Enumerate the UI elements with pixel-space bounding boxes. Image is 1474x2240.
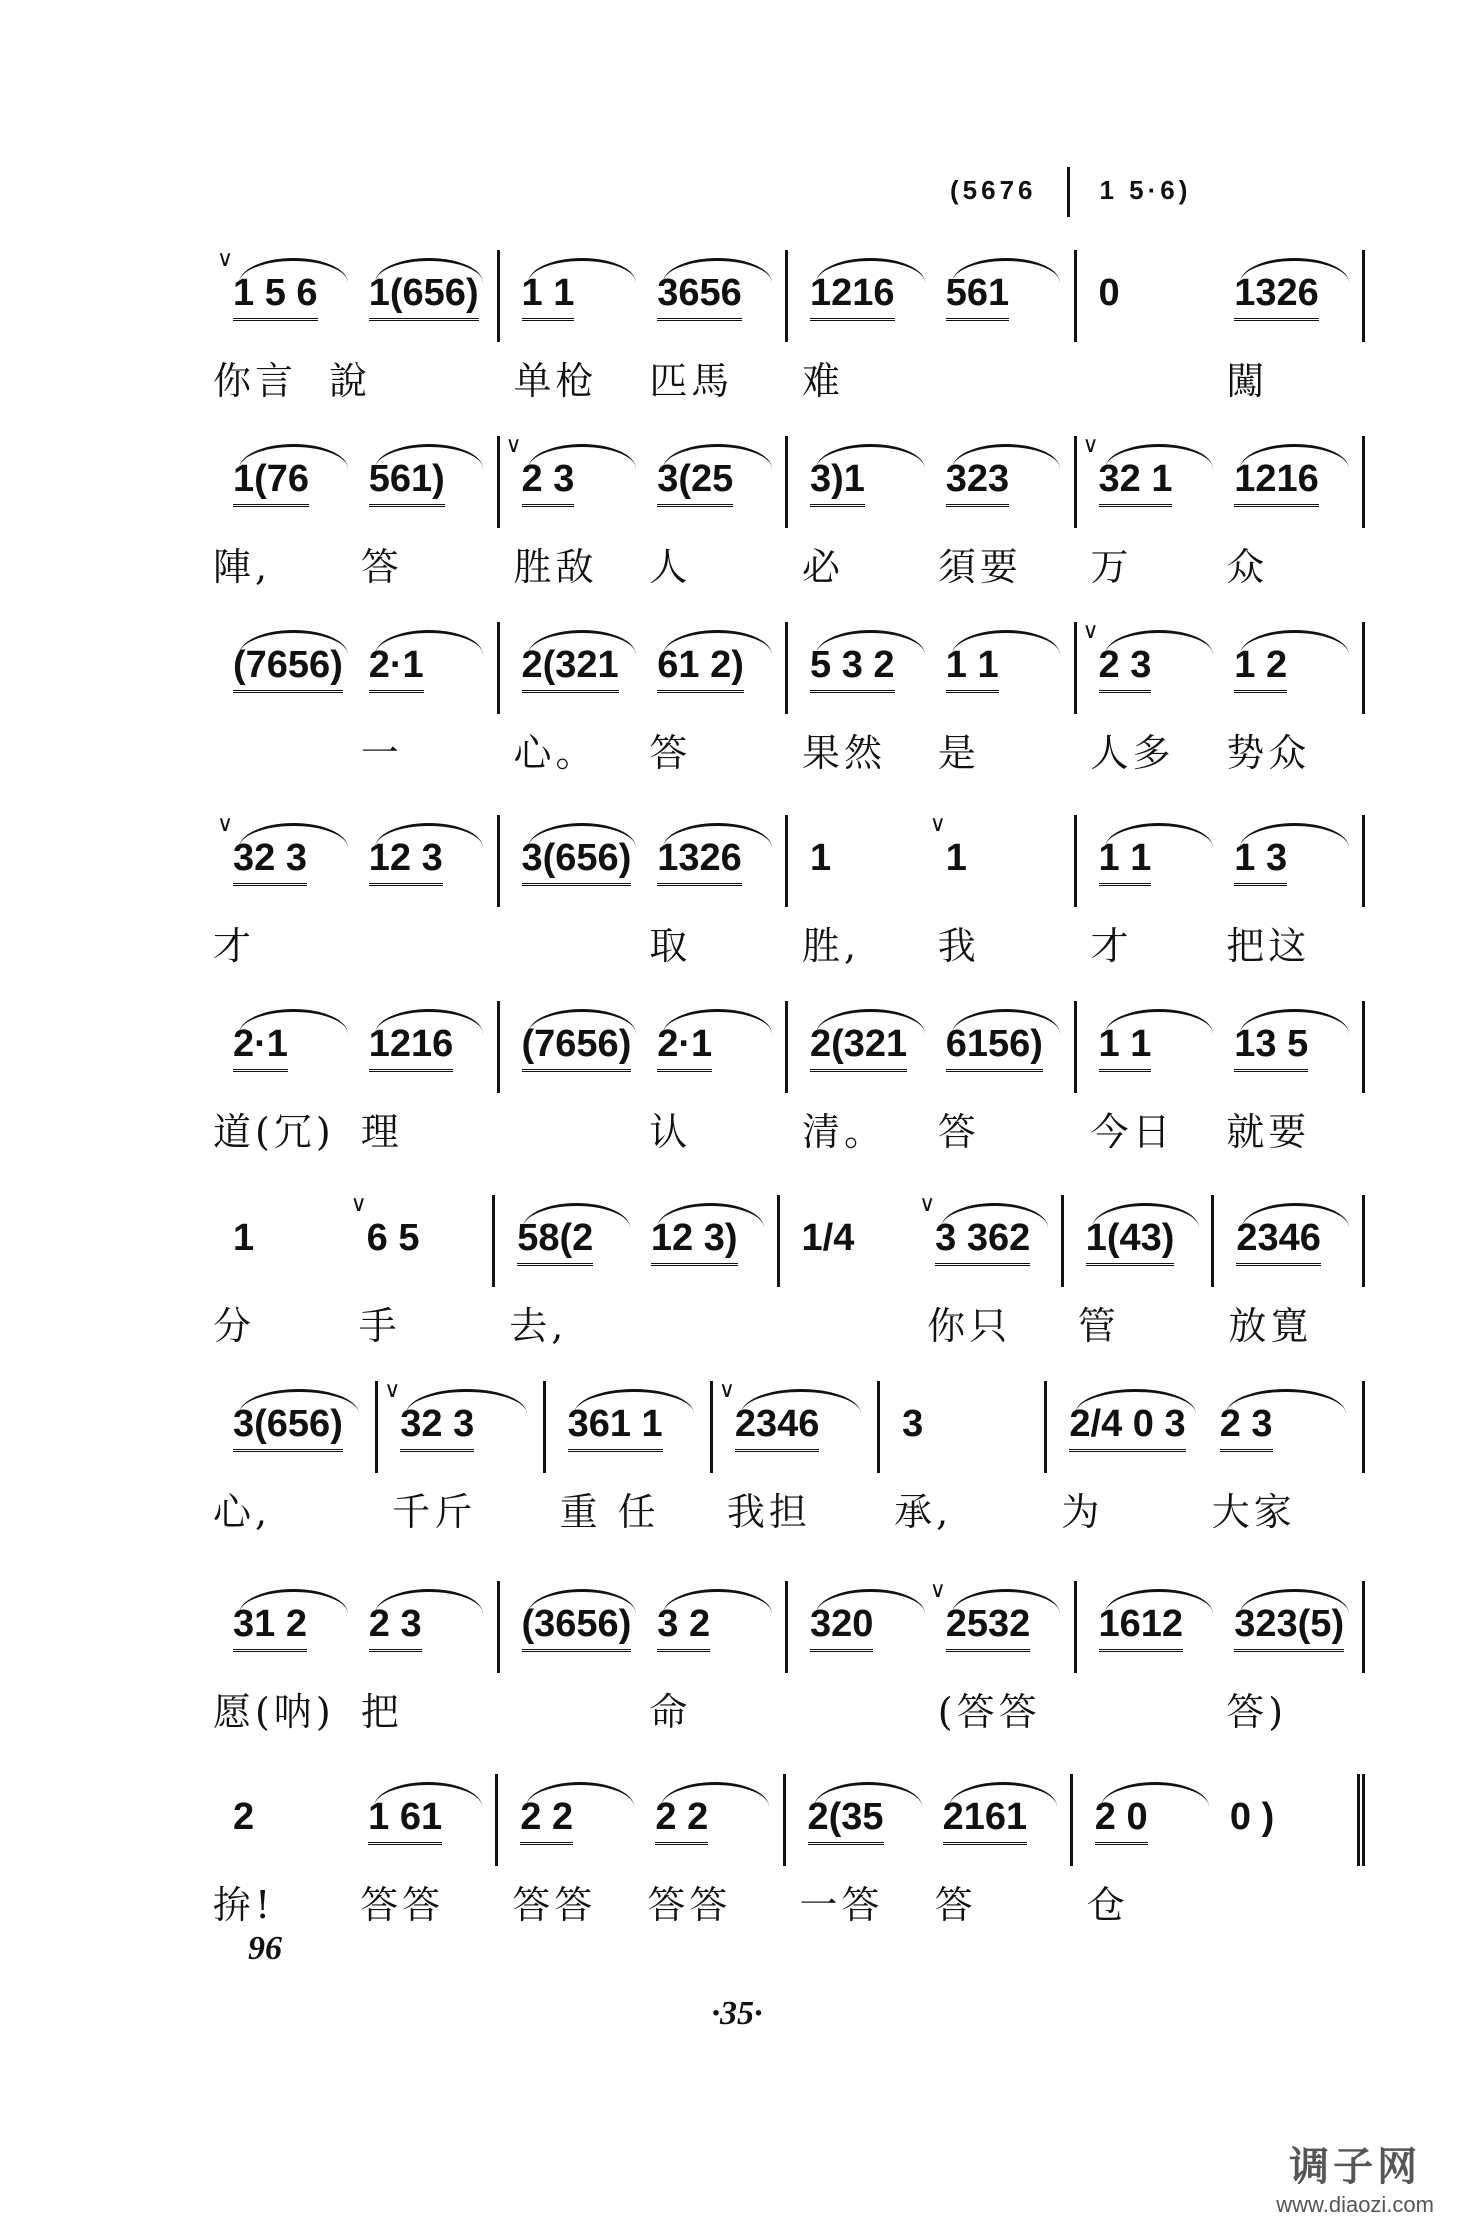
score-row xyxy=(213,811,1365,968)
note-group xyxy=(1226,250,1362,403)
lyric: 是 xyxy=(937,731,980,775)
note-group xyxy=(213,1581,361,1734)
measure xyxy=(500,622,789,775)
notes: 1/4 xyxy=(801,1217,855,1259)
lyric: 胜敌 xyxy=(513,545,598,589)
notes: 31 2 xyxy=(233,1603,307,1652)
measure xyxy=(213,246,500,403)
notes: 1 1 xyxy=(1099,1023,1152,1072)
measure xyxy=(1077,1001,1366,1154)
measure xyxy=(788,811,1077,968)
lyric: 把 xyxy=(360,1690,403,1734)
measure xyxy=(213,1381,378,1534)
measure xyxy=(500,1581,789,1734)
notes: 1 3 xyxy=(1234,837,1287,886)
note-group xyxy=(1061,1381,1211,1534)
measure xyxy=(1064,1195,1215,1348)
lyric: 仓 xyxy=(1086,1883,1129,1927)
lyric: 陣, xyxy=(213,545,272,589)
score-row xyxy=(213,246,1365,403)
note-group xyxy=(802,1581,938,1673)
note-group xyxy=(213,811,361,968)
notes: 2532 xyxy=(946,1603,1031,1652)
lyric: 須要 xyxy=(937,545,1022,589)
lyric: 果然 xyxy=(802,731,887,775)
measure xyxy=(1047,1381,1365,1534)
note-group xyxy=(1077,1195,1212,1348)
notes: (3656) xyxy=(522,1603,632,1652)
note-group xyxy=(802,622,938,775)
lyric: 千斤 xyxy=(392,1490,477,1534)
lyric: 去, xyxy=(509,1304,568,1348)
notes: 2 2 xyxy=(655,1796,708,1845)
lyric: 人多 xyxy=(1090,731,1175,775)
notes: 1 xyxy=(233,1217,255,1259)
lyric: 答答 xyxy=(512,1883,597,1927)
notes: 1 1 xyxy=(1099,837,1152,886)
notes: 6 5 xyxy=(366,1217,420,1259)
lyric: (答答 xyxy=(937,1690,1041,1734)
note-group xyxy=(1226,622,1362,775)
lyric: 一答 xyxy=(799,1883,884,1927)
note-group xyxy=(894,1381,1044,1534)
lyric: 重 任 xyxy=(559,1490,660,1534)
lyric: 大家 xyxy=(1211,1490,1296,1534)
note-group xyxy=(643,1195,777,1287)
measure xyxy=(213,1191,495,1348)
lyric: 答) xyxy=(1226,1690,1288,1734)
lyric: 万 xyxy=(1090,545,1133,589)
measure xyxy=(498,1774,785,1927)
notes: 1 61 xyxy=(368,1796,442,1845)
notes: 32 1 xyxy=(1099,458,1173,507)
lyric: 愿(呐) xyxy=(213,1690,335,1734)
measure xyxy=(500,1001,789,1154)
notes: 6156) xyxy=(946,1023,1043,1072)
lyric: 心, xyxy=(213,1490,272,1534)
note-group xyxy=(361,250,497,342)
measure xyxy=(378,1377,545,1534)
breath-mark-icon: ∨ xyxy=(384,1377,401,1402)
note-group xyxy=(509,1195,643,1348)
notes: 561 xyxy=(946,272,1009,321)
notes: 32 3 xyxy=(400,1403,474,1452)
note-group xyxy=(1226,436,1362,589)
notes: 61 2) xyxy=(657,644,744,693)
note-group xyxy=(512,1774,647,1927)
notes: 0 xyxy=(1098,272,1120,314)
note-group xyxy=(794,1195,928,1287)
note-group xyxy=(919,1191,1061,1348)
left-page-number: 96 xyxy=(248,1930,282,1967)
lyric: 今日 xyxy=(1090,1110,1175,1154)
note-group xyxy=(1228,1195,1362,1348)
breath-mark-icon: ∨ xyxy=(1082,432,1099,457)
watermark-url: www.diaozi.com xyxy=(1276,2192,1434,2217)
breath-mark-icon: ∨ xyxy=(1082,618,1099,643)
note-group xyxy=(934,1774,1070,1927)
lyric: 匹馬 xyxy=(649,359,734,403)
breath-mark-icon: ∨ xyxy=(217,811,234,836)
lyric: 必 xyxy=(802,545,845,589)
notes: 13 5 xyxy=(1234,1023,1308,1072)
measure xyxy=(213,1581,500,1734)
note-group xyxy=(505,432,650,589)
note-group xyxy=(513,622,650,775)
lyric: 理 xyxy=(360,1110,403,1154)
score-row xyxy=(225,618,1365,775)
note-group xyxy=(514,1001,650,1093)
note-group xyxy=(649,1581,785,1734)
note-group xyxy=(718,1377,877,1534)
notes: 2 3 xyxy=(1099,644,1152,693)
measure xyxy=(500,815,789,968)
notes: 3 362 xyxy=(935,1217,1030,1266)
notes: 1 1 xyxy=(522,272,575,321)
note-group xyxy=(802,815,938,968)
notes: 320 xyxy=(810,1603,873,1652)
measure xyxy=(788,622,1077,775)
lyric: 答答 xyxy=(360,1883,445,1927)
measure xyxy=(1077,432,1366,589)
notes: 2346 xyxy=(1236,1217,1321,1266)
note-group xyxy=(1082,432,1227,589)
note-group xyxy=(213,246,372,403)
notes: 2(321 xyxy=(522,644,619,693)
lyric: 就要 xyxy=(1226,1110,1311,1154)
note-group xyxy=(649,815,785,968)
lyric: 人 xyxy=(649,545,692,589)
notes: 2/4 0 3 xyxy=(1069,1403,1185,1452)
notes: 323(5) xyxy=(1234,1603,1344,1652)
breath-mark-icon: ∨ xyxy=(718,1377,735,1402)
prelude-notes xyxy=(950,175,1191,217)
bar-line xyxy=(1067,167,1070,217)
lyric: 命 xyxy=(649,1690,692,1734)
notes: 323 xyxy=(946,458,1009,507)
lyric: 清。 xyxy=(802,1110,887,1154)
notes: 2 2 xyxy=(520,1796,573,1845)
note-group xyxy=(361,815,497,907)
score-row xyxy=(213,432,1365,589)
lyric: 答答 xyxy=(647,1883,732,1927)
note-group xyxy=(1226,815,1362,968)
breath-mark-icon: ∨ xyxy=(919,1191,936,1216)
notes: 2 3 xyxy=(522,458,575,507)
notes: 1612 xyxy=(1099,1603,1184,1652)
note-group xyxy=(384,1377,542,1534)
notes: 1 5 6 xyxy=(233,272,318,321)
lyric: 一 xyxy=(360,731,403,775)
note-group xyxy=(360,1001,497,1154)
lyric: 为 xyxy=(1061,1490,1104,1534)
lyric: 你只 xyxy=(927,1304,1012,1348)
notes: 2161 xyxy=(943,1796,1028,1845)
note-group xyxy=(213,1195,359,1348)
notes: 1326 xyxy=(1234,272,1319,321)
notes: 2·1 xyxy=(657,1023,712,1072)
lyric: 答 xyxy=(649,731,692,775)
lyric: 答 xyxy=(937,1110,980,1154)
notes: 1(656) xyxy=(369,272,479,321)
measure xyxy=(500,250,789,403)
note-group xyxy=(213,1001,361,1154)
notes: 2(35 xyxy=(808,1796,884,1845)
measure xyxy=(213,1001,500,1154)
score-row xyxy=(213,1001,1365,1154)
notes: (7656) xyxy=(233,644,343,693)
notes: 3(656) xyxy=(522,837,632,886)
note-group xyxy=(938,250,1074,342)
breath-mark-icon: ∨ xyxy=(350,1191,367,1216)
lyric: 分 xyxy=(213,1304,256,1348)
measure xyxy=(1073,1774,1365,1927)
lyric: 我担 xyxy=(726,1490,811,1534)
note-group xyxy=(649,250,785,403)
notes: (7656) xyxy=(522,1023,632,1072)
measure xyxy=(780,1191,1064,1348)
notes: 1216 xyxy=(369,1023,454,1072)
note-group xyxy=(360,622,497,775)
page-number: ·35· xyxy=(711,1995,763,2032)
breath-mark-icon: ∨ xyxy=(929,1577,946,1602)
measure xyxy=(788,1001,1077,1154)
measure xyxy=(1077,618,1366,775)
lyric: 答 xyxy=(360,545,403,589)
note-group xyxy=(1086,1774,1222,1927)
measure xyxy=(225,622,500,775)
note-group xyxy=(1222,1774,1357,1866)
note-group xyxy=(213,1774,360,1927)
lyric: 放寛 xyxy=(1228,1304,1313,1348)
note-group xyxy=(213,1381,375,1534)
note-group xyxy=(647,1774,782,1927)
measure xyxy=(1077,250,1366,403)
measure xyxy=(495,1195,779,1348)
notes: 2 3 xyxy=(369,1603,422,1652)
notes: 1216 xyxy=(1234,458,1319,507)
lyric: 道(冗) xyxy=(213,1110,335,1154)
lyric: 单枪 xyxy=(513,359,598,403)
note-group xyxy=(559,1381,710,1534)
note-group xyxy=(1226,1581,1362,1734)
note-group xyxy=(802,436,938,589)
note-group xyxy=(802,1001,938,1154)
note-group xyxy=(514,815,650,907)
measure xyxy=(500,432,789,589)
note-group xyxy=(1091,1581,1227,1673)
notes: 58(2 xyxy=(517,1217,593,1266)
notes: 1(76 xyxy=(233,458,309,507)
measure xyxy=(788,1577,1077,1734)
notes: 3656 xyxy=(657,272,742,321)
note-group xyxy=(799,1774,935,1927)
note-group xyxy=(1090,1001,1227,1154)
note-group xyxy=(1082,618,1227,775)
note-group xyxy=(649,436,785,589)
note-group xyxy=(360,1774,495,1927)
notes: 3(656) xyxy=(233,1403,343,1452)
notes: 2·1 xyxy=(233,1023,288,1072)
note-group xyxy=(514,1581,650,1673)
notes: 1 2 xyxy=(1234,644,1287,693)
notes: 1 xyxy=(945,837,967,879)
measure xyxy=(713,1377,880,1534)
notes: 3(25 xyxy=(657,458,733,507)
note-group xyxy=(802,250,938,403)
note-group xyxy=(929,811,1074,968)
notes: 32 3 xyxy=(233,837,307,886)
notes: 3 xyxy=(902,1403,924,1445)
lyric: 手 xyxy=(358,1304,401,1348)
watermark xyxy=(1276,2135,1434,2218)
notes: 2·1 xyxy=(369,644,424,693)
prelude-part-2: 1 5·6) xyxy=(1099,175,1192,205)
note-group xyxy=(360,436,497,589)
note-group xyxy=(513,250,650,403)
measure xyxy=(213,436,500,589)
measure xyxy=(788,250,1077,403)
lyric: 管 xyxy=(1077,1304,1120,1348)
note-group xyxy=(225,622,361,714)
notes: 3)1 xyxy=(810,458,865,507)
measure xyxy=(213,811,500,968)
score-row xyxy=(213,1191,1365,1348)
score-row xyxy=(213,1774,1365,1927)
lyric: 答 xyxy=(934,1883,977,1927)
lyric: 才 xyxy=(213,924,256,968)
lyric: 闖 xyxy=(1226,359,1269,403)
notes: 12 3 xyxy=(369,837,443,886)
breath-mark-icon: ∨ xyxy=(929,811,946,836)
notes: 5 3 2 xyxy=(810,644,895,693)
notes: 1216 xyxy=(810,272,895,321)
lyric: 取 xyxy=(649,924,692,968)
notes: 1 xyxy=(810,837,832,879)
prelude-part-1: (5676 xyxy=(950,175,1037,205)
notes: 2(321 xyxy=(810,1023,907,1072)
lyric: 众 xyxy=(1226,545,1269,589)
note-group xyxy=(649,1001,785,1154)
note-group xyxy=(360,1581,497,1734)
measure xyxy=(546,1381,713,1534)
notes: 1 1 xyxy=(946,644,999,693)
measure xyxy=(1077,815,1366,968)
measure xyxy=(788,436,1077,589)
notes: 2 0 xyxy=(1095,1796,1148,1845)
lyric: 难 xyxy=(802,359,845,403)
lyric: 认 xyxy=(649,1110,692,1154)
measure xyxy=(1214,1195,1365,1348)
lyric: 心。 xyxy=(513,731,598,775)
notes: 361 1 xyxy=(568,1403,663,1452)
note-group xyxy=(649,622,785,775)
breath-mark-icon: ∨ xyxy=(505,432,522,457)
notes: 2 3 xyxy=(1220,1403,1273,1452)
notes: 561) xyxy=(369,458,445,507)
note-group xyxy=(929,1577,1074,1734)
lyric: 势众 xyxy=(1226,731,1311,775)
notes: 0 ) xyxy=(1229,1796,1275,1838)
notes: 3 2 xyxy=(657,1603,710,1652)
measure xyxy=(880,1381,1047,1534)
notes: 1(43) xyxy=(1086,1217,1175,1266)
notes: 12 3) xyxy=(651,1217,738,1266)
notes: 2346 xyxy=(735,1403,820,1452)
measure xyxy=(213,1774,498,1927)
measure xyxy=(1077,1581,1366,1734)
note-group xyxy=(1090,815,1227,968)
note-group xyxy=(937,1001,1074,1154)
lyric: 把这 xyxy=(1226,924,1311,968)
score-row xyxy=(213,1377,1365,1534)
breath-mark-icon: ∨ xyxy=(217,246,234,271)
note-group xyxy=(350,1191,493,1348)
lyric: 承, xyxy=(894,1490,953,1534)
score-row xyxy=(213,1577,1365,1734)
note-group xyxy=(937,622,1074,775)
note-group xyxy=(213,436,361,589)
watermark-title: 调子网 xyxy=(1289,2144,1422,2190)
measure xyxy=(786,1774,1073,1927)
lyric: 才 xyxy=(1090,924,1133,968)
lyric: 胜, xyxy=(802,924,861,968)
notes: 1326 xyxy=(657,837,742,886)
note-group xyxy=(937,436,1074,589)
note-group xyxy=(1211,1381,1362,1534)
lyric: 我 xyxy=(937,924,980,968)
lyric: 拚! xyxy=(213,1883,275,1927)
note-group xyxy=(1091,250,1227,342)
notes: 2 xyxy=(233,1796,255,1838)
lyric: 你言 說 xyxy=(213,359,372,403)
note-group xyxy=(1226,1001,1362,1154)
